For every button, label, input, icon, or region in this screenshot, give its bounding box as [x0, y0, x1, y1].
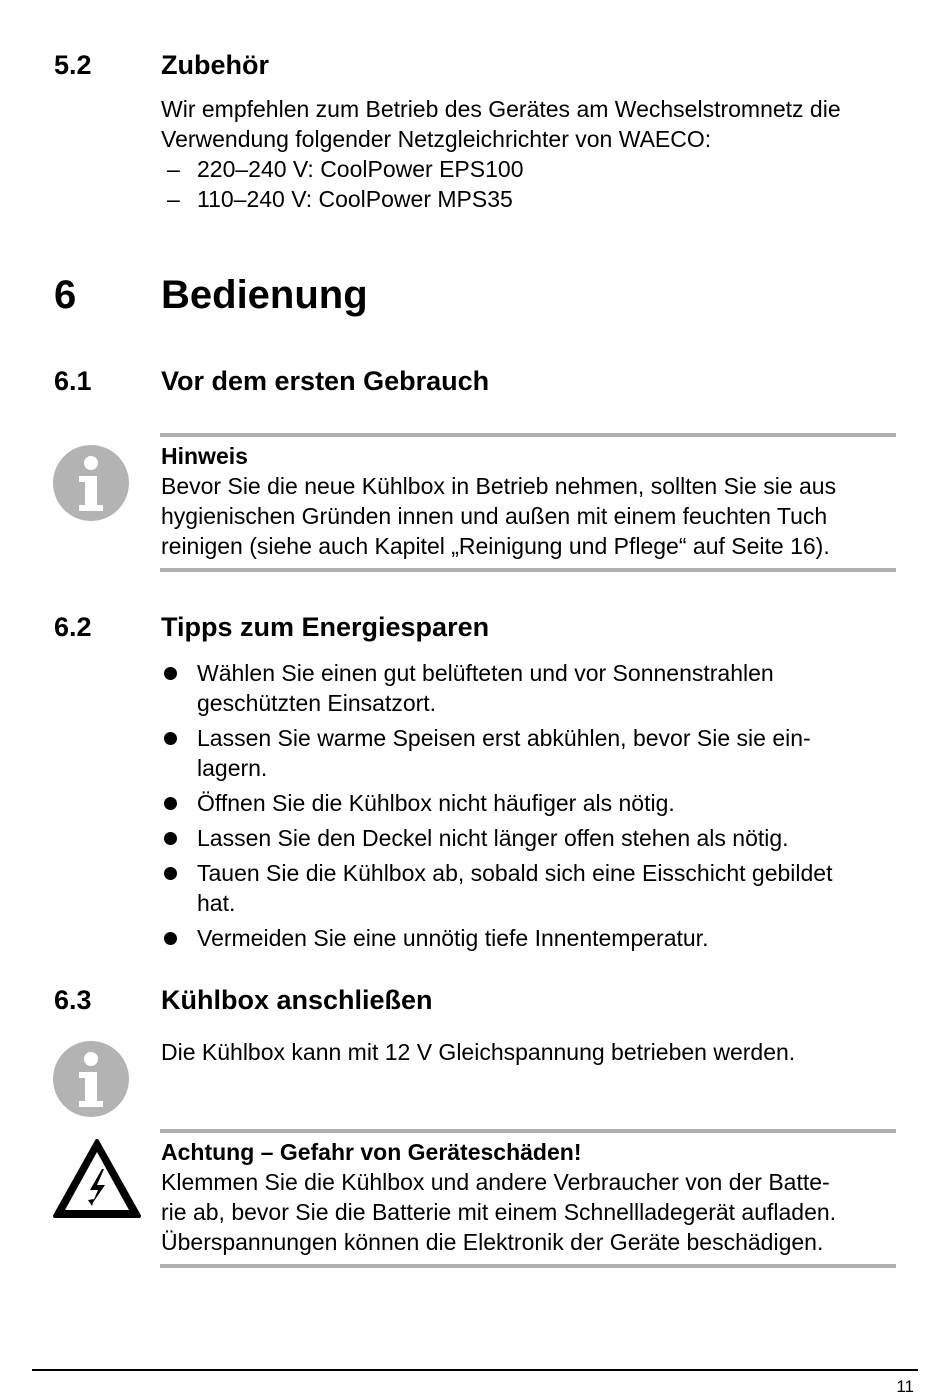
list-item-text: Lassen Sie den Deckel nicht länger offen stehen als nötig. — [197, 825, 789, 851]
bullet-dot — [164, 732, 177, 745]
list-item-text: lagern. — [197, 755, 268, 781]
section-title: Kühlbox anschließen — [161, 985, 433, 1015]
list-item — [161, 923, 901, 953]
section-body — [161, 94, 901, 214]
footer-rule — [32, 1369, 918, 1371]
list-item — [161, 858, 901, 918]
section-number: 5.2 — [54, 50, 92, 80]
warning-line: rie ab, bevor Sie die Batterie mit einem Schnellladegerät aufladen. — [161, 1199, 837, 1225]
note-title: Hinweis — [161, 443, 248, 469]
info-icon — [53, 445, 129, 521]
bullet-dot — [164, 667, 177, 680]
list-item-text: 110–240 V: CoolPower MPS35 — [197, 186, 513, 212]
note-line: reinigen (siehe auch Kapitel „Reinigung und Pflege“ auf Seite 16). — [161, 533, 830, 559]
section-title: Vor dem ersten Gebrauch — [161, 366, 490, 396]
warning-line: Überspannungen können die Elektronik der Geräte beschädigen. — [161, 1229, 824, 1255]
list-item-text: geschützten Einsatzort. — [197, 690, 437, 716]
bullet-dot — [164, 932, 177, 945]
list-item-text: Vermeiden Sie eine unnötig tiefe Innentemperatur. — [197, 925, 709, 951]
section-title: Tipps zum Energiesparen — [161, 612, 490, 642]
warning-title: Achtung – Gefahr von Geräteschäden! — [161, 1139, 582, 1165]
list-item — [161, 184, 901, 214]
warning-line: Klemmen Sie die Kühlbox und andere Verbraucher von der Batte- — [161, 1169, 830, 1195]
list-item-text: Lassen Sie warme Speisen erst abkühlen, bevor Sie sie ein- — [197, 725, 811, 751]
note-top-rule — [160, 433, 896, 437]
info-text: Die Kühlbox kann mit 12 V Gleichspannung betrieben werden. — [161, 1039, 796, 1065]
bullet-dot — [164, 797, 177, 810]
section-number: 6.2 — [54, 612, 92, 642]
list-item-text: hat. — [197, 890, 236, 916]
body-line: Wir empfehlen zum Betrieb des Gerätes am Wechselstromnetz die — [161, 96, 841, 122]
note-bottom-rule — [160, 568, 896, 572]
chapter-number: 6 — [54, 273, 77, 317]
list-item — [161, 154, 901, 184]
list-item-text: Öffnen Sie die Kühlbox nicht häufiger als nötig. — [197, 790, 675, 816]
section-title: Zubehör — [161, 50, 269, 80]
list-item — [161, 723, 901, 783]
bullet-dot — [164, 867, 177, 880]
list-item-text: 220–240 V: CoolPower EPS100 — [197, 156, 524, 182]
warning-box — [161, 1137, 901, 1257]
list-item-text: Wählen Sie einen gut belüfteten und vor Sonnenstrahlen — [197, 660, 774, 686]
info-icon — [53, 1041, 129, 1117]
note-line: Bevor Sie die neue Kühlbox in Betrieb nehmen, sollten Sie sie aus — [161, 473, 837, 499]
section-number: 6.3 — [54, 985, 92, 1015]
warning-top-rule — [160, 1129, 896, 1133]
bullet-dot — [164, 832, 177, 845]
list-item — [161, 788, 901, 818]
list-item-text: Tauen Sie die Kühlbox ab, sobald sich eine Eisschicht gebildet — [197, 860, 833, 886]
high-voltage-warning-icon — [52, 1138, 142, 1220]
list-item — [161, 823, 901, 853]
tips-list — [161, 658, 901, 958]
warning-bottom-rule — [160, 1264, 896, 1268]
page-number: 11 — [896, 1377, 914, 1396]
dash-marker: – — [167, 156, 180, 182]
section-number: 6.1 — [54, 366, 92, 396]
note-line: hygienischen Gründen innen und außen mit einem feuchten Tuch — [161, 503, 828, 529]
note-box — [161, 441, 901, 561]
list-item — [161, 658, 901, 718]
chapter-title: Bedienung — [161, 273, 368, 317]
dash-marker: – — [167, 186, 180, 212]
body-line: Verwendung folgender Netzgleichrichter von WAECO: — [161, 126, 712, 152]
